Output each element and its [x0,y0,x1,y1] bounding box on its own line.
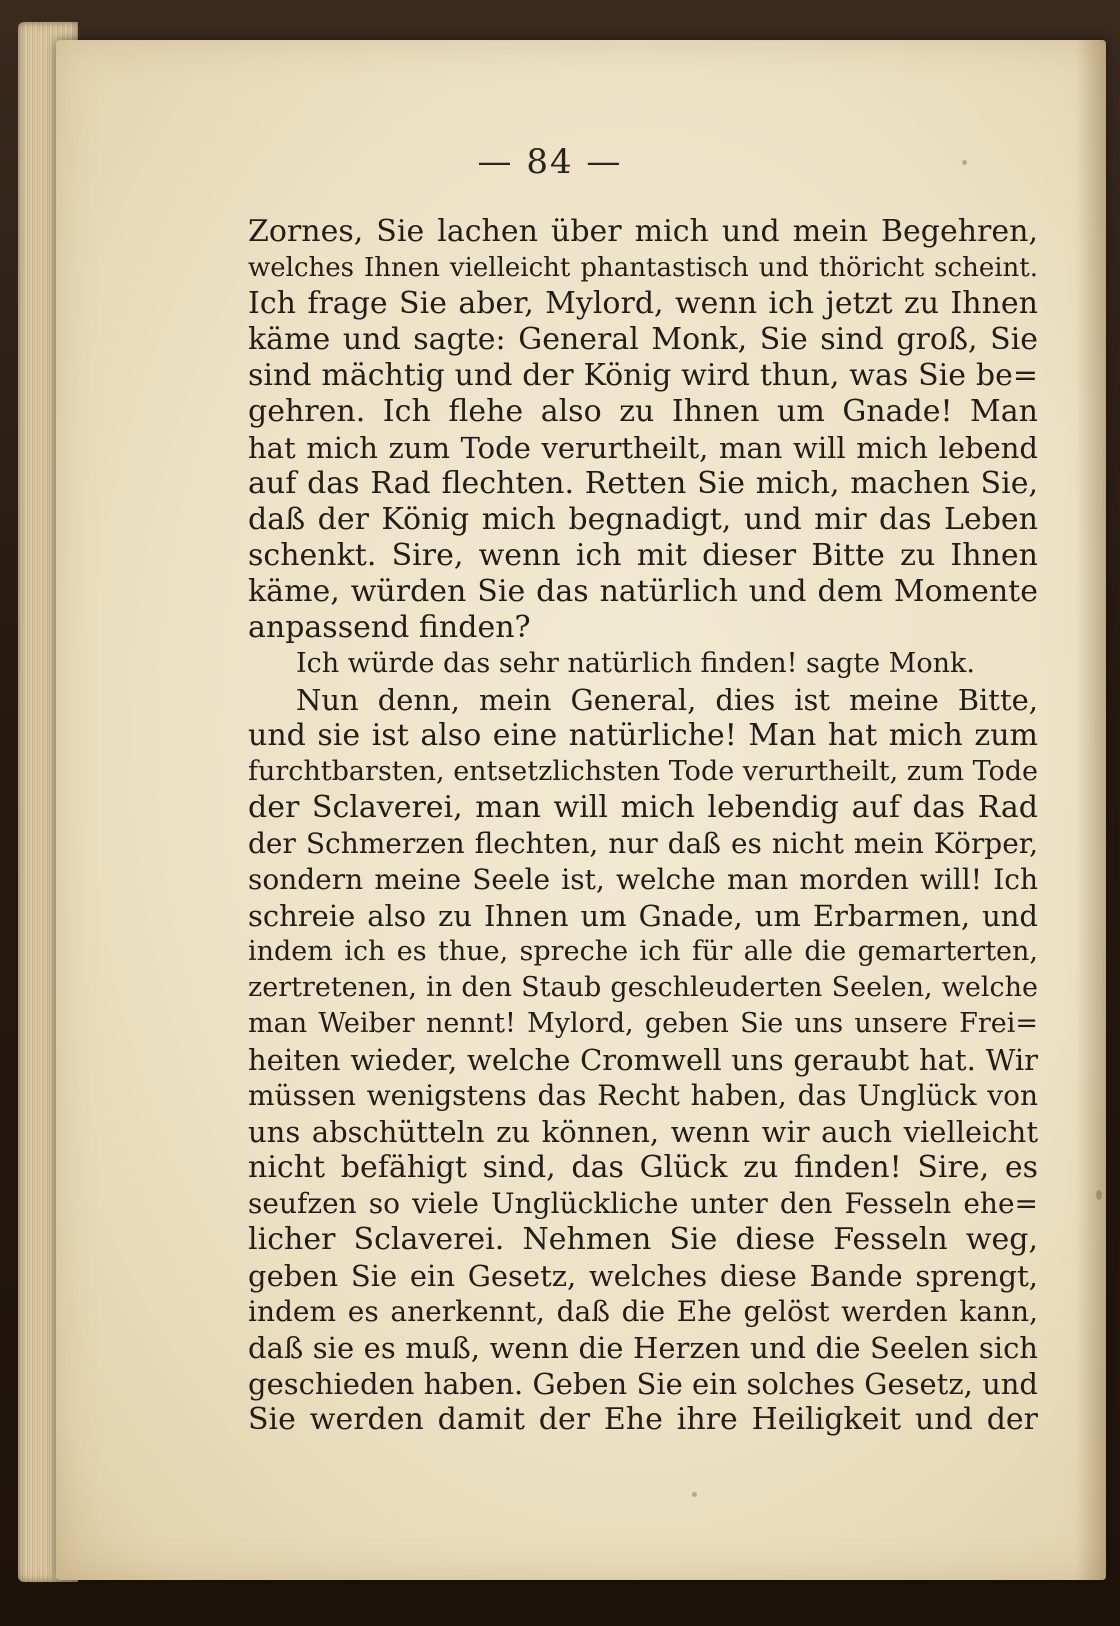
text-line: käme und sagte: General Monk, Sie sind groß, Sie [248,322,1038,357]
page-number: — 84 — [477,142,623,182]
text-line: hat mich zum Tode verurtheilt, man will mich lebend [248,431,1038,465]
text-line: zertretenen, in den Staub geschleuderten Seelen, welche [248,972,1038,1003]
text-line: indem es anerkennt, daß die Ehe gelöst werden kann, [248,1295,1038,1328]
text-line: Ich würde das sehr natürlich finden! sagte Monk. [296,648,975,679]
text-line: furchtbarsten, entsetzlichsten Tode verurtheilt, zum Tode [248,756,1038,787]
text-line: gehren. Ich flehe also zu Ihnen um Gnade! Man [248,394,1038,429]
text-line: nicht befähigt sind, das Glück zu finden! Sire, es [248,1150,1038,1185]
text-line: der Schmerzen flechten, nur daß es nicht mein Körper, [248,827,1038,860]
paper-spot [1096,1190,1102,1200]
text-line: man Weiber nennt! Mylord, geben Sie uns unsere Frei= [248,1008,1038,1039]
text-line: welches Ihnen vielleicht phantastisch und thöricht scheint. [248,253,1038,283]
paper-spot [692,1492,697,1497]
text-line: anpassend finden? [248,610,531,645]
text-line: sondern meine Seele ist, welche man morden will! Ich [248,863,1038,896]
text-line: der Sclaverei, man will mich lebendig auf das Rad [248,790,1038,825]
text-line: geben Sie ein Gesetz, welches diese Bande sprengt, [248,1259,1038,1293]
text-line: müssen wenigstens das Recht haben, das Unglück von [248,1079,1038,1112]
text-line: licher Sclaverei. Nehmen Sie diese Fesseln weg, [248,1222,1038,1257]
text-line: sind mächtig und der König wird thun, was Sie be= [248,358,1038,393]
text-line: heiten wieder, welche Cromwell uns geraubt hat. Wir [248,1043,1038,1077]
text-line: schreie also zu Ihnen um Gnade, um Erbarmen, und [248,899,1038,933]
text-line: Ich frage Sie aber, Mylord, wenn ich jetzt zu Ihnen [248,286,1038,321]
text-line: und sie ist also eine natürliche! Man hat mich zum [248,718,1038,753]
text-line: schenkt. Sire, wenn ich mit dieser Bitte zu Ihnen [248,538,1038,573]
text-line: geschieden haben. Geben Sie ein solches Gesetz, und [248,1367,1038,1401]
text-line: uns abschütteln zu können, wenn wir auch vielleicht [248,1115,1038,1149]
text-line: indem ich es thue, spreche ich für alle die gemarterten, [248,936,1038,967]
text-line: daß sie es muß, wenn die Herzen und die Seelen sich [248,1331,1038,1365]
text-line: Sie werden damit der Ehe ihre Heiligkeit und der [248,1402,1038,1437]
text-line: Zornes, Sie lachen über mich und mein Begehren, [248,214,1038,249]
text-line: Nun denn, mein General, dies ist meine Bitte, [296,683,1038,717]
text-line: käme, würden Sie das natürlich und dem Momente [248,574,1038,609]
body-text [248,214,1038,1438]
text-line: seufzen so viele Unglückliche unter den Fesseln ehe= [248,1187,1038,1220]
text-line: daß der König mich begnadigt, und mir das Leben [248,502,1038,537]
text-line: auf das Rad flechten. Retten Sie mich, machen Sie, [248,466,1038,501]
